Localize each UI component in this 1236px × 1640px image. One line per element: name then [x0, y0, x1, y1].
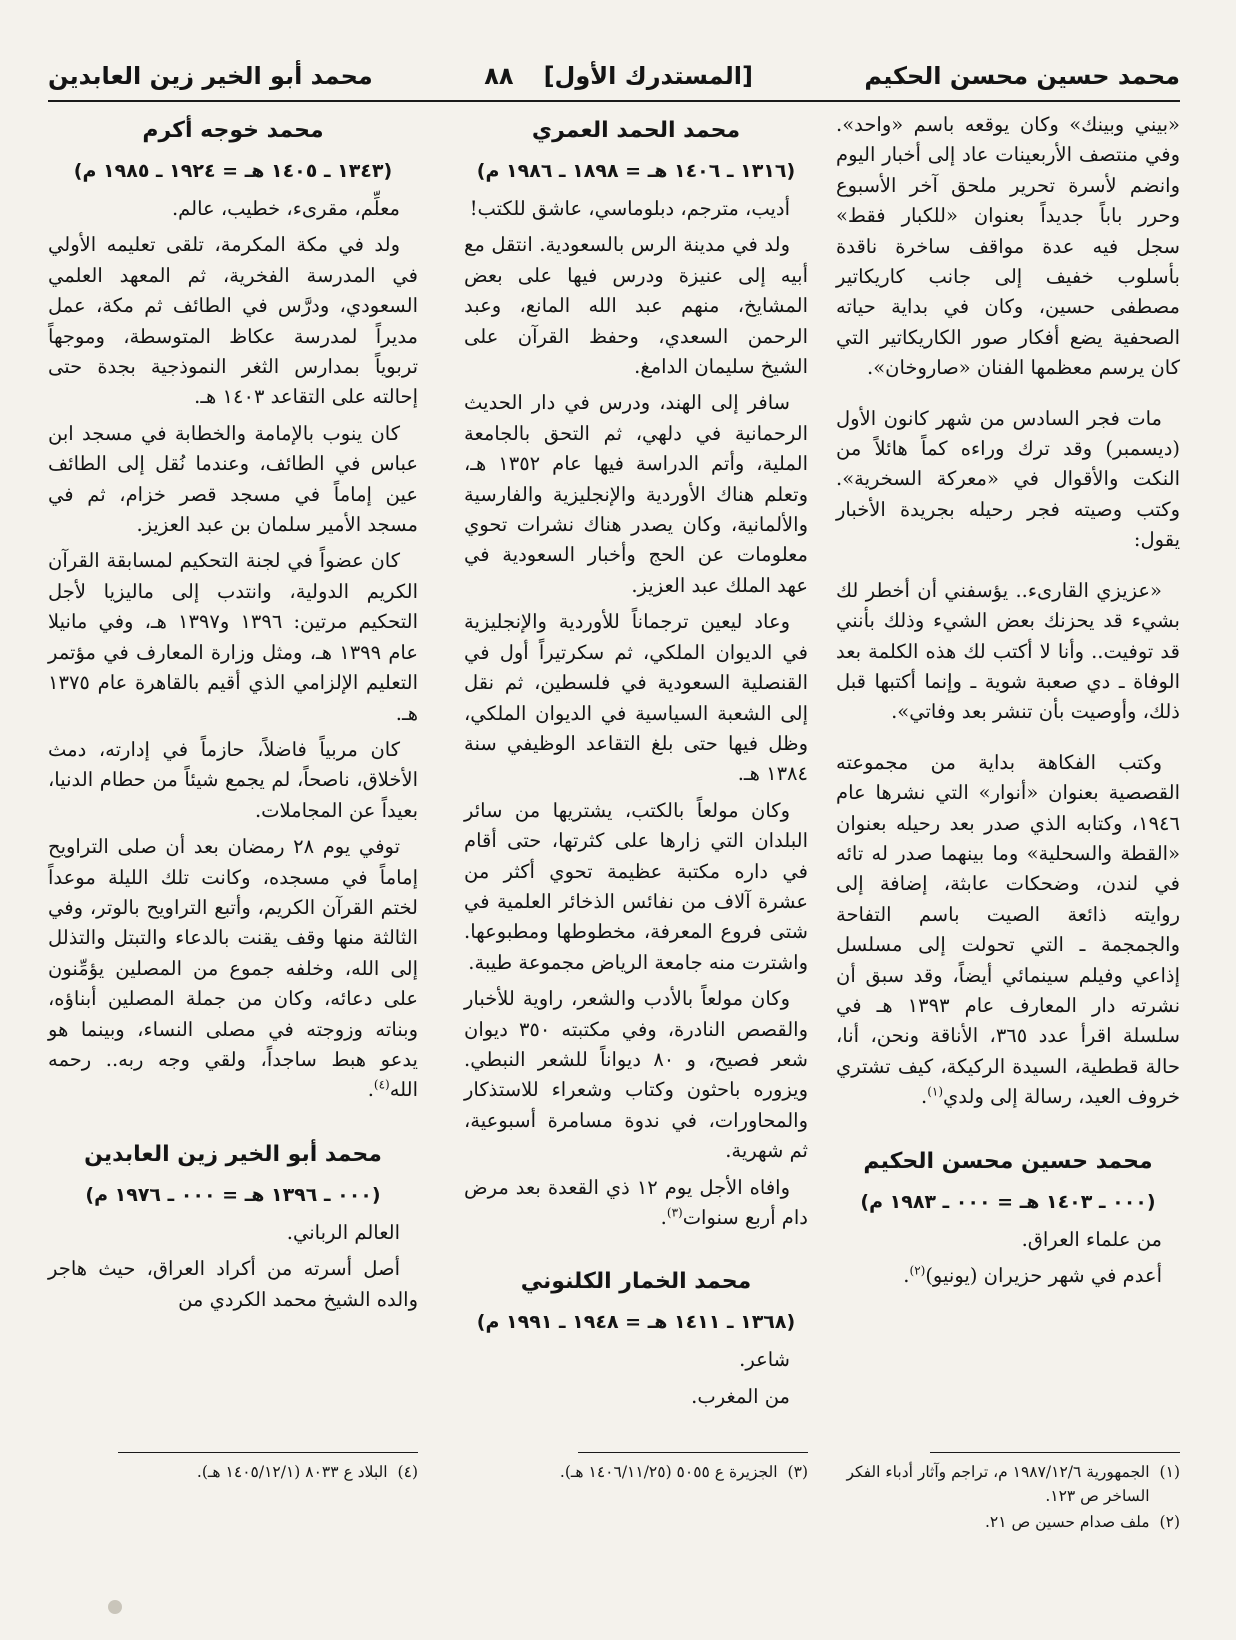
paragraph: معلِّم، مقرىء، خطيب، عالم.	[171, 197, 400, 220]
footnote-divider	[118, 1452, 418, 1453]
footnote-divider	[578, 1452, 808, 1453]
footnotes-right	[836, 1460, 1180, 1536]
paragraph: أديب، مترجم، دبلوماسي، عاشق للكتب!	[469, 197, 790, 220]
column-right	[836, 110, 1180, 1297]
entry-dates: (١٣١٦ ـ ١٤٠٦ هـ = ١٨٩٨ ـ ١٩٨٦ م)	[476, 160, 796, 182]
paragraph: وعاد ليعين ترجماناً للأوردية والإنجليزية في الديوان الملكي، ثم سكرتيراً أول في القنصلية السعودية في فلسطين، ثم نقل إلى الشعبة السياسية في الديوان الملكي، وظل فيها حتى بلغ التقاعد الوظيفي سنة ١٣٨٤ هـ.	[464, 610, 808, 786]
footnote-ref: (١)	[927, 1084, 944, 1099]
paragraph: كان مربياً فاضلاً، حازماً في إدارته، دمث الأخلاق، ناصحاً، لم يجمع شيئاً من حطام الدنيا، بعيداً عن المجاملات.	[48, 737, 418, 822]
paragraph: مات فجر السادس من شهر كانون الأول (ديسمبر) وقد ترك وراءه كماً هائلاً من النكت والأقوال في «معركة السخرية». وكتب وصيته فجر رحيله بجريدة الأخبار يقول:	[836, 406, 1180, 552]
footnote-ref: (٢)	[909, 1263, 926, 1278]
header-section-label: [المستدرك الأول]	[543, 62, 753, 90]
scan-blemish	[108, 1600, 122, 1614]
entry-dates: (٠٠٠ ـ ١٤٠٣ هـ = ٠٠٠ ـ ١٩٨٣ م)	[860, 1190, 1156, 1213]
footnote	[836, 1510, 1180, 1534]
paragraph-text: وكتب الفكاهة بداية من مجموعته القصصية بعنوان «أنوار» التي نشرها عام ١٩٤٦، وكتابه الذي صدر بعد رحيله بعنوان «القطة والسحلية» وما بينهما صدر له تائه في لندن، وضحكات عابثة، إضافة إلى روايته ذائعة الصيت باسم التفاحة والجمجمة ـ التي تحولت إلى مسلسل إذاعي وفيلم سينمائي أيضاً، وقد سبق أن نشرته دار المعارف عام ١٣٩٣ هـ في سلسلة اقرأ عدد ٣٦٥، الأناقة ونحن، أنا، حالة قططية، السيدة الركيكة، كيف تشتري خروف العيد، رسالة إلى ولدي	[836, 750, 1181, 1109]
footnotes-middle	[464, 1460, 808, 1486]
header-center	[484, 62, 753, 90]
paragraph: سافر إلى الهند، ودرس في دار الحديث الرحمانية في دلهي، ثم التحق بالجامعة الملية، وأتم الدراسة فيها عام ١٣٥٢ هـ، وتعلم هناك الأوردية والإنجليزية والفارسية والألمانية، وكان يصدر هناك نشرات تحوي معلومات عن الحج وأخبار السعودية في عهد الملك عبد العزيز.	[464, 391, 808, 597]
paragraph: من المغرب.	[691, 1384, 790, 1408]
column-middle	[464, 110, 808, 1418]
header-left-entry: محمد أبو الخير زين العابدين	[48, 62, 373, 90]
entry-dates: (١٣٤٣ ـ ١٤٠٥ هـ = ١٩٢٤ ـ ١٩٨٥ م)	[73, 160, 393, 182]
paragraph: وكان مولعاً بالأدب والشعر، راوية للأخبار والقصص النادرة، وفي مكتبته ٣٥٠ ديوان شعر فصيح، و ٨٠ ديواناً للشعر النبطي. ويزوره باحثون وكتاب وشعراء للاستذكار والمحاورات، في ندوة مسامرة أسبوعية، ثم شهرية.	[464, 987, 809, 1163]
paragraph: أعدم في شهر حزيران (يونيو)$^{(٢)}$.	[903, 1263, 1162, 1287]
paragraph: وكان مولعاً بالكتب، يشتريها من سائر البلدان التي زارها على كثرتها، حتى أقام في داره مكتبة عظيمة تحوي أكثر من عشرة آلاف من نفائس الذخائر العلمية في شتى فروع المعرفة، مخطوطها ومطبوعها. واشترت منه جامعة الرياض مجموعة طيبة.	[464, 798, 808, 974]
paragraph-text: أعدم في شهر حزيران (يونيو)	[925, 1264, 1162, 1287]
paragraph: كان ينوب بالإمامة والخطابة في مسجد ابن عباس في الطائف، وعندما نُقل إلى الطائف عين إماماً في مسجد قصر خزام، ثم في مسجد الأمير سلمان بن عبد العزيز.	[48, 421, 418, 537]
footnote-number: (٣)	[787, 1463, 808, 1481]
footnote-number: (٤)	[397, 1463, 418, 1481]
header-divider	[48, 100, 1180, 102]
footnote-number: (١)	[1159, 1463, 1180, 1481]
footnote-ref: (٤)	[373, 1077, 390, 1092]
paragraph: ولد في مكة المكرمة، تلقى تعليمه الأولي في المدرسة الفخرية، ثم المعهد العلمي السعودي، ودرَّس في الطائف ثم مكة، عمل مديراً لمدرسة عكاظ المتوسطة، وموجهاً تربوياً بمدارس الثغر النموذجية بجدة حتى إحالته على التقاعد ١٤٠٣ هـ.	[48, 233, 418, 409]
running-header	[48, 56, 1180, 96]
header-right-entry: محمد حسين محسن الحكيم	[864, 62, 1180, 90]
footnote	[464, 1460, 808, 1484]
paragraph: أصل أسرته من أكراد العراق، حيث هاجر والده الشيخ محمد الكردي من	[48, 1257, 418, 1311]
paragraph: «عزيزي القارىء.. يؤسفني أن أخطر لك بشيء قد يحزنك بعض الشيء وذلك بأنني قد توفيت.. وأنا لا أكتب لك هذه الكلمة بعد الوفاة ـ دي صعبة شوية ـ وإنما أكتبها قبل ذلك، وأوصيت بأن تنشر بعد وفاتي».	[836, 578, 1180, 724]
entry-dates: (٠٠٠ ـ ١٣٩٦ هـ = ٠٠٠ ـ ١٩٧٦ م)	[85, 1183, 381, 1206]
footnote-ref: (٣)	[666, 1205, 683, 1220]
entry-dates: (١٣٦٨ ـ ١٤١١ هـ = ١٩٤٨ ـ ١٩٩١ م)	[476, 1311, 796, 1334]
footnote-text: الجزيرة ع ٥٠٥٥ (١٤٠٦/١١/٢٥ هـ).	[559, 1463, 778, 1481]
paragraph: من علماء العراق.	[1021, 1227, 1162, 1251]
footnote	[48, 1460, 418, 1484]
paragraph-text: توفي يوم ٢٨ رمضان بعد أن صلى التراويح إماماً في مسجده، وكانت تلك الليلة موعداً لختم القرآن الكريم، وأتبع التراويح بالوتر، وفي الثالثة منها وقف يقنت بالدعاء والتبتل والتذلل إلى الله، وخلفه جموع من المصلين يؤمِّنون على دعائه، وكان من جملة المصلين أبناؤه، وبناته وزوجته في مصلى النساء، وبينما هو يدعو هبط ساجداً، ولقي وجه ربه.. رحمه الله	[48, 835, 418, 1102]
entry-title: محمد حسين محسن الحكيم	[863, 1148, 1153, 1174]
entry-title: محمد خوجه أكرم	[142, 118, 324, 143]
footnote-text: البلاد ع ٨٠٣٣ (١٤٠٥/١٢/١ هـ).	[196, 1463, 388, 1481]
footnote-text: الجمهورية ١٩٨٧/١٢/٦ م، تراجم وآثار أدباء الفكر الساخر ص ١٢٣.	[846, 1463, 1150, 1505]
footnote-number: (٢)	[1159, 1513, 1180, 1531]
entry-title: محمد الخمار الكلنوني	[520, 1269, 752, 1295]
paragraph: ولد في مدينة الرس بالسعودية. انتقل مع أبيه إلى عنيزة ودرس فيها على بعض المشايخ، منهم عبد الله المانع، وعبد الرحمن السعدي، وحفظ القرآن على الشيخ سليمان الدامغ.	[464, 233, 808, 379]
paragraph: وافاه الأجل يوم ١٢ ذي القعدة بعد مرض دام أربع سنوات$^{(٣)}$.	[464, 1175, 808, 1229]
paragraph: توفي يوم ٢٨ رمضان بعد أن صلى التراويح إماماً في مسجده، وكانت تلك الليلة موعداً لختم القرآن الكريم، وأتبع التراويح بالوتر، وفي الثالثة منها وقف يقنت بالدعاء والتبتل والتذلل إلى الله، وخلفه جموع من المصلين يؤمِّنون على دعائه، وكان من جملة المصلين أبناؤه، وبناته وزوجته في مصلى النساء، وبينما هو يدعو هبط ساجداً، ولقي وجه ربه.. رحمه الله$^{(٤)}$.	[48, 835, 418, 1102]
page-number: ٨٨	[484, 62, 514, 90]
footnote-text: ملف صدام حسين ص ٢١.	[984, 1513, 1150, 1531]
entry-title: محمد الحمد العمري	[531, 118, 741, 143]
footnote	[836, 1460, 1180, 1508]
column-left	[48, 110, 418, 1321]
paragraph: كان عضواً في لجنة التحكيم لمسابقة القرآن الكريم الدولية، وانتدب إلى ماليزيا لأجل التحكيم مرتين: ١٣٩٦ و١٣٩٧ هـ، وفي مانيلا عام ١٣٩٩ هـ، ومثل وزارة المعارف في مؤتمر التعليم الإلزامي الذي أقيم بالقاهرة عام ١٣٧٥ هـ.	[48, 549, 419, 725]
footnotes-left	[48, 1460, 418, 1486]
paragraph: وكتب الفكاهة بداية من مجموعته القصصية بعنوان «أنوار» التي نشرها عام ١٩٤٦، وكتابه الذي صدر بعد رحيله بعنوان «القطة والسحلية» وما بينهما صدر له تائه في لندن، وضحكات عابثة، إضافة إلى روايته ذائعة الصيت باسم التفاحة والجمجمة ـ التي تحولت إلى مسلسل إذاعي وفيلم سينمائي أيضاً، وقد سبق أن نشرته دار المعارف عام ١٣٩٣ هـ في سلسلة اقرأ عدد ٣٦٥، الأناقة ونحن، أنا، حالة قططية، السيدة الركيكة، كيف تشتري خروف العيد، رسالة إلى ولدي$^{(١)}$.	[836, 750, 1181, 1109]
paragraph: العالم الرباني.	[286, 1220, 400, 1244]
footnote-divider	[930, 1452, 1180, 1453]
paragraph: شاعر.	[739, 1348, 790, 1372]
entry-title: محمد أبو الخير زين العابدين	[84, 1141, 382, 1167]
paragraph: «بيني وبينك» وكان يوقعه باسم «واحد». وفي منتصف الأربعينات عاد إلى أخبار اليوم وانضم لأسرة تحرير ملحق آخر الأسبوع وحرر باباً جديداً بعنوان «للكبار فقط» سجل فيه عدة مواقف ساخرة ناقدة بأسلوب خفيف إلى جانب كاريكاتير مصطفى حسين، وكان في بداية حياته الصحفية يضع أفكار صور الكاريكاتير التي كان يرسم معظمها الفنان «صاروخان».	[836, 113, 1180, 380]
paragraph-text: وافاه الأجل يوم ١٢ ذي القعدة بعد مرض دام أربع سنوات	[464, 1175, 808, 1229]
